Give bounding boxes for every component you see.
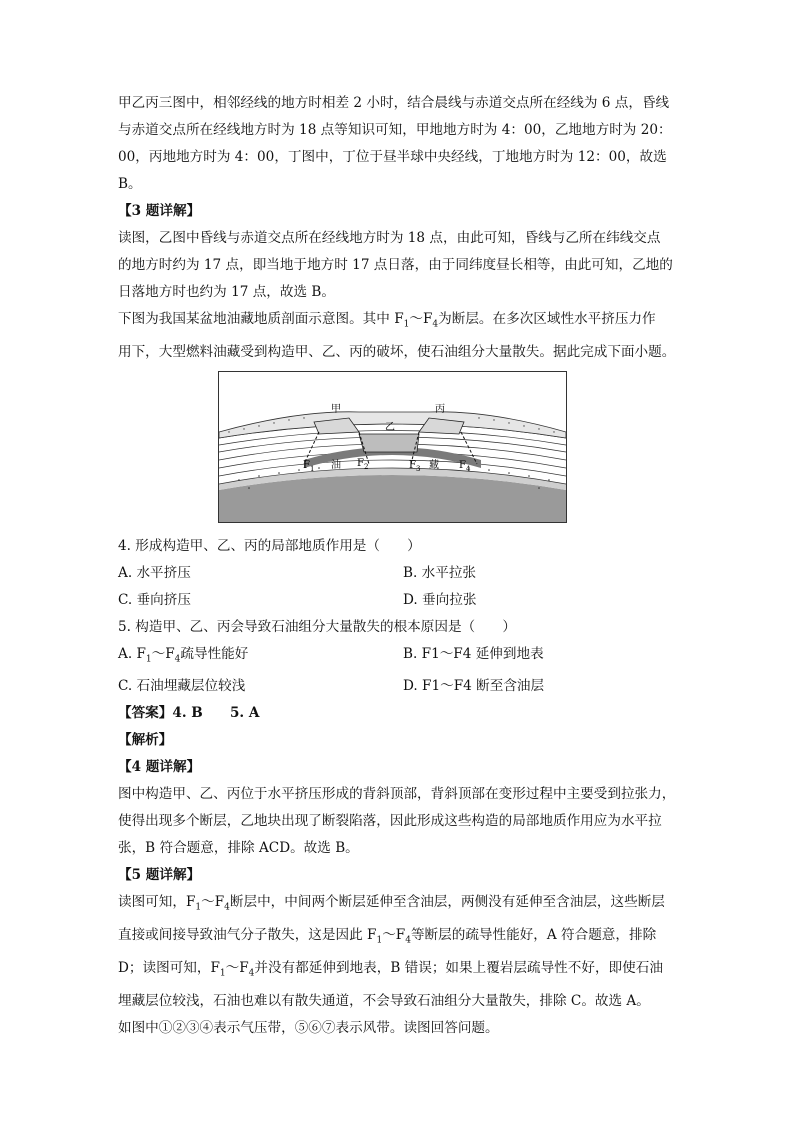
paragraph-line: 直接或间接导致油气分子散失，这是因此 $F_1\sim F_4$等断层的疏导性能好，A 符合题意，排除 xyxy=(118,927,657,946)
option-d: D. F1～F4 断至含油层 xyxy=(403,678,545,695)
paragraph-line: 甲乙丙三图中，相邻经线的地方时相差 2 小时，结合晨线与赤道交点所在经线为 6 点，昏线 xyxy=(118,95,670,111)
paragraph-line: B。 xyxy=(118,176,142,192)
label-f3: F xyxy=(409,459,416,471)
question-5-options xyxy=(118,673,678,700)
paragraph-line: 与赤道交点所在经线地方时为 18 点等知识可知，甲地地方时为 4：00，乙地地方时为 20： xyxy=(118,122,672,138)
paragraph-line: 用下，大型燃料油藏受到构造甲、乙、丙的破坏，使石油组分大量散失。据此完成下面小题。 xyxy=(118,343,676,360)
option-d: D. 垂向拉张 xyxy=(403,591,477,608)
document-page xyxy=(118,90,678,1042)
paragraph-line: 读图，乙图中昏线与赤道交点所在经线地方时为 18 点，由此可知，昏线与乙所在纬线交点 xyxy=(118,230,661,246)
paragraph-line: 图中构造甲、乙、丙位于水平挤压形成的背斜顶部，背斜顶部在变形过程中主要受到拉张力， xyxy=(118,786,676,803)
svg-text:3: 3 xyxy=(416,464,421,473)
question-4-options xyxy=(118,587,678,614)
geologic-cross-section-figure xyxy=(218,371,567,523)
label-yi: 乙 xyxy=(385,421,395,433)
question-5-stem: 5. 构造甲、乙、丙会导致石油组分大量散失的根本原因是（ ） xyxy=(118,618,516,635)
section-heading: 【4 题详解】 xyxy=(118,759,201,776)
label-bing: 丙 xyxy=(435,403,445,415)
paragraph-line: 埋藏层位较浅，石油也难以有散失通道，不会导致石油组分大量散失，排除 C。故选 A。 xyxy=(118,992,650,1009)
paragraph-line: 使得出现多个断层，乙地块出现了断裂陷落，因此形成这些构造的局部地质作用应为水平拉 xyxy=(118,813,662,830)
analysis-heading: 【解析】 xyxy=(118,732,173,749)
question-4-stem: 4. 形成构造甲、乙、丙的局部地质作用是（ ） xyxy=(118,537,421,554)
paragraph-line: 日落地方时也约为 17 点，故选 B。 xyxy=(118,284,335,300)
option-a: A. 水平挤压 xyxy=(118,564,191,581)
structure-yi xyxy=(359,434,419,452)
paragraph-line: 张，B 符合题意，排除 ACD。故选 B。 xyxy=(118,840,359,857)
paragraph-line: 如图中①②③④表示气压带，⑤⑥⑦表示风带。读图回答问题。 xyxy=(118,1019,499,1036)
paragraph-line: 的地方时约为 17 点，即当地于地方时 17 点日落，由于同纬度昼长相等，由此可知，乙地的 xyxy=(118,257,673,273)
label-f2: F xyxy=(357,457,364,469)
label-cang: 藏 xyxy=(429,459,439,471)
paragraph-line: 00，丙地地方时为 4：00，丁图中，丁位于昼半球中央经线，丁地地方时为 12：00，故选 xyxy=(118,149,667,165)
option-c: C. 垂向挤压 xyxy=(118,591,191,608)
svg-text:2: 2 xyxy=(364,462,369,471)
svg-text:1: 1 xyxy=(310,464,315,473)
paragraph-line: 读图可知，$F_1\sim F_4$断层中，中间两个断层延伸至含油层，两侧没有延伸至含油层，这些断层 xyxy=(118,894,665,914)
label-f1: F xyxy=(303,459,310,471)
question-5-options xyxy=(118,641,678,674)
question-4-options xyxy=(118,560,678,587)
label-you: 油 xyxy=(331,459,341,471)
answer-line: 【答案】4. B 5. A xyxy=(118,705,260,722)
label-jia: 甲 xyxy=(331,403,341,415)
paragraph-line: 下图为我国某盆地油藏地质剖面示意图。其中 $F_1\sim F_4$为断层。在多次区域性水平挤压力作 xyxy=(118,311,656,330)
option-c: C. 石油埋藏层位较浅 xyxy=(118,678,246,695)
svg-text:4: 4 xyxy=(466,464,471,473)
option-b: B. F1～F4 延伸到地表 xyxy=(403,645,544,662)
section-heading: 【5 题详解】 xyxy=(118,867,201,884)
label-f4: F xyxy=(459,459,466,471)
option-a: A. $F_1\sim F_4$疏导性能好 xyxy=(118,645,249,665)
option-b: B. 水平拉张 xyxy=(403,564,477,581)
paragraph-line: D；读图可知，$F_1\sim F_4$并没有都延伸到地表，B 错误；如果上覆岩层疏导性不好，即使石油 xyxy=(118,959,663,979)
section-heading: 【3 题详解】 xyxy=(118,203,201,219)
